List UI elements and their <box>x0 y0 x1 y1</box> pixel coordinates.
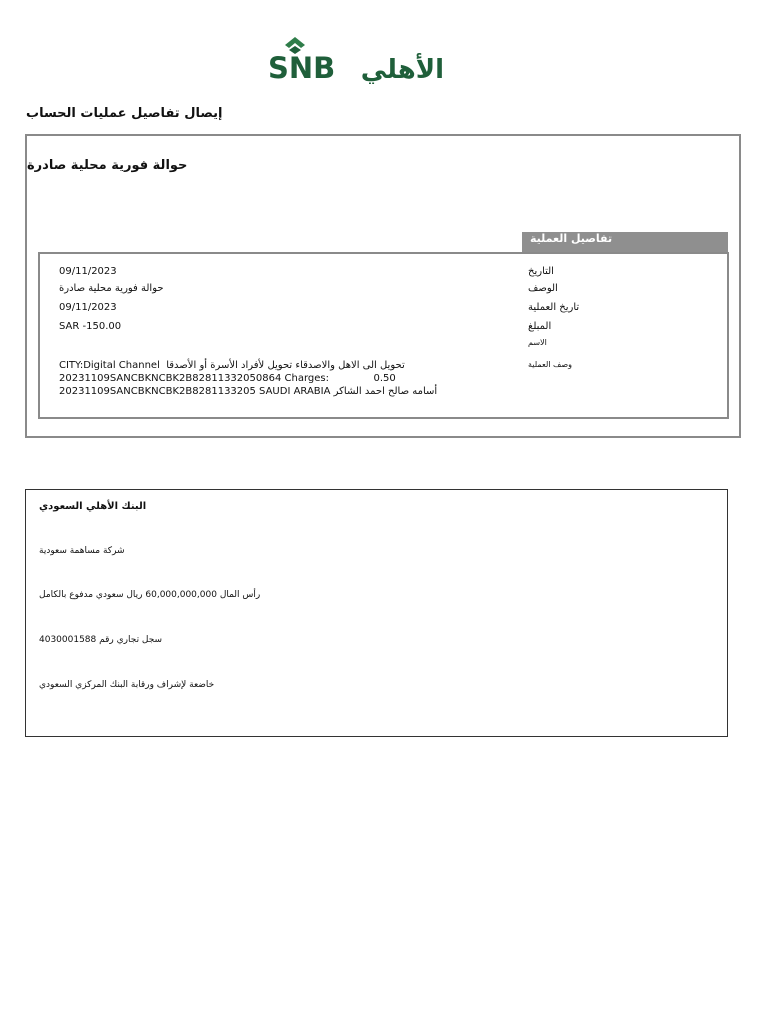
date-value: 09/11/2023 <box>59 266 117 277</box>
svg-text:SNB: SNB <box>268 51 336 84</box>
operation-description-line: 20231109SANCBKNCBK2B8281133205 SAUDI ARABIA أسامه صالح احمد الشاكر <box>59 386 438 397</box>
operation-description-label: وصف العملية <box>528 360 572 369</box>
company-type: شركة مساهمة سعودية <box>39 546 125 556</box>
section-header-transaction-details: تفاصيل العملية <box>522 232 728 252</box>
operation-description-line: CITY:Digital Channel تحويل الى الاهل والاصدقاء تحويل لأفراد الأسرة أو الأصدقا <box>59 360 405 371</box>
amount-label: المبلغ <box>528 321 552 332</box>
transaction-panel <box>25 134 741 438</box>
receipt-title: إيصال تفاصيل عمليات الحساب <box>26 106 223 121</box>
description-label: الوصف <box>528 283 558 294</box>
bank-info-footer <box>25 489 728 737</box>
capital-info: رأس المال 60,000,000,000 ريال سعودي مدفوع بالكامل <box>39 590 261 600</box>
svg-text:الأهلي: الأهلي <box>360 55 444 84</box>
transaction-details-box <box>38 252 729 419</box>
operation-date-label: تاريخ العملية <box>528 302 580 313</box>
date-label: التاريخ <box>528 266 554 277</box>
operation-description-line: 20231109SANCBKNCBK2B82811332050864 Charges: 0.50 <box>59 373 396 384</box>
description-value: حوالة فورية محلية صادرة <box>59 283 164 294</box>
amount-value: SAR -150.00 <box>59 321 122 332</box>
operation-date-value: 09/11/2023 <box>59 302 117 313</box>
supervision-note: خاضعة لإشراف ورقابة البنك المركزي السعودي <box>39 680 215 690</box>
snb-logo <box>268 34 446 84</box>
name-label: الاسم <box>528 338 547 347</box>
bank-name: البنك الأهلي السعودي <box>39 501 147 512</box>
transfer-type-title: حوالة فورية محلية صادرة <box>27 158 188 173</box>
commercial-registration: سجل تجاري رقم 4030001588 <box>39 635 163 645</box>
